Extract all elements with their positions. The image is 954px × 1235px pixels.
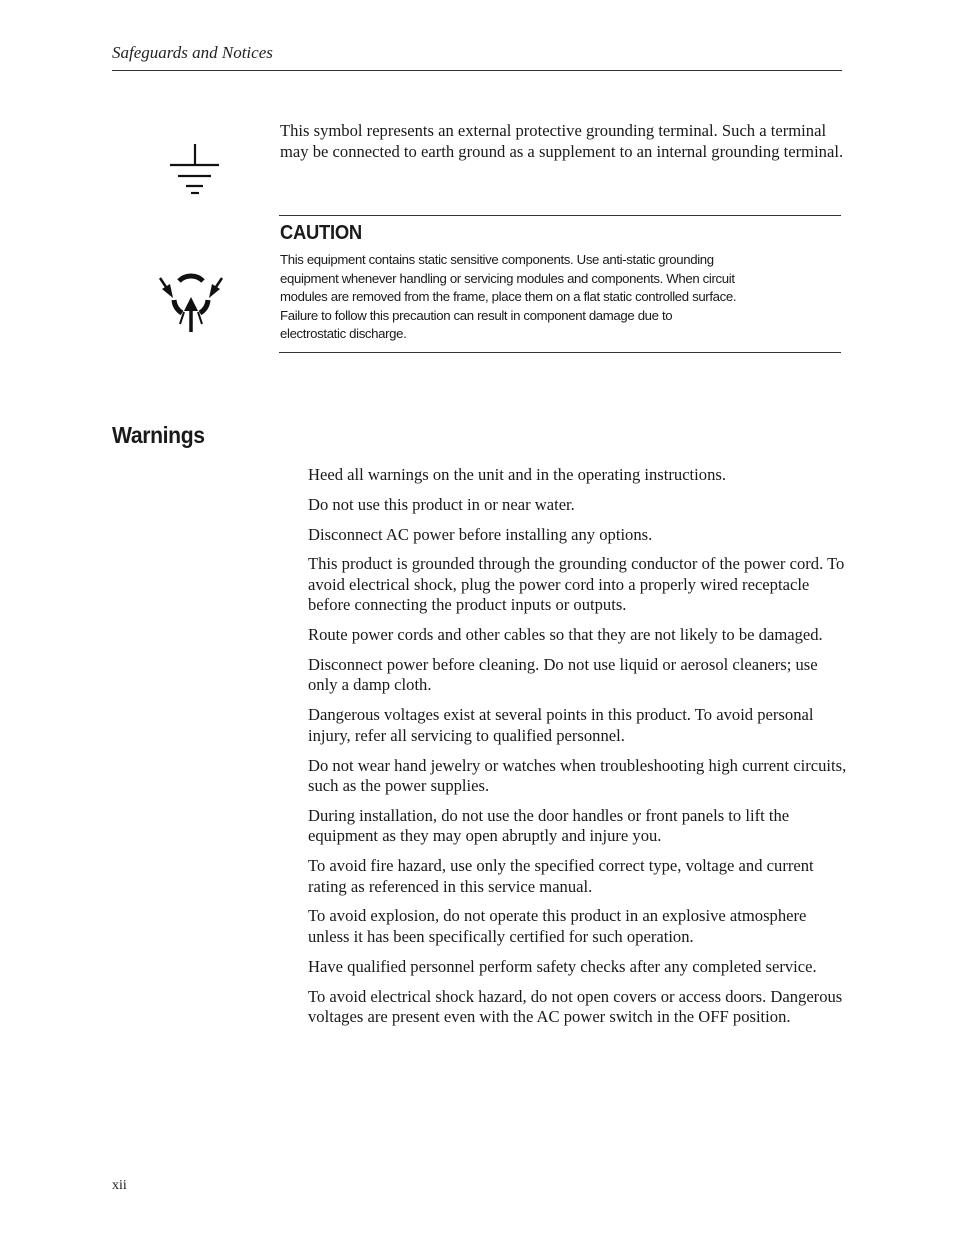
esd-warning-icon [156, 264, 226, 334]
warnings-list [308, 465, 848, 1037]
warning-item: Heed all warnings on the unit and in the operating instructions. [308, 465, 726, 484]
warnings-heading: Warnings [112, 422, 205, 448]
warning-item: Disconnect power before cleaning. Do not use liquid or aerosol cleaners; use only a damp cloth. [308, 654, 818, 695]
caution-text [280, 251, 800, 344]
warning-item: To avoid fire hazard, use only the specified correct type, voltage and current rating as referenced in this service manual. [308, 856, 814, 896]
warning-item: Have qualified personnel perform safety checks after any completed service. [308, 956, 817, 976]
caution-line: This equipment contains static sensitive components. Use anti-static grounding [280, 252, 714, 267]
caution-box [279, 215, 841, 353]
caution-line: equipment whenever handling or servicing modules and components. When circuit [280, 270, 735, 286]
warning-item: To avoid electrical shock hazard, do not open covers or access doors. Dangerous voltages are present even with the AC power switch in the OFF position. [308, 986, 843, 1027]
warning-item: This product is grounded through the grounding conductor of the power cord. To avoid electrical shock, plug the power cord into a properly wired receptacle before connecting the product inputs or outputs. [308, 554, 845, 615]
caution-line: Failure to follow this precaution can result in component damage due to [280, 307, 673, 323]
warning-item: During installation, do not use the door handles or front panels to lift the equipment as they may open abruptly and injure you. [308, 805, 790, 846]
warning-item: Dangerous voltages exist at several points in this product. To avoid personal injury, refer all servicing to qualified personnel. [308, 705, 814, 745]
warning-item: To avoid explosion, do not operate this product in an explosive atmosphere unless it has been specifically certified for such operation. [308, 906, 807, 946]
warning-item: Do not wear hand jewelry or watches when troubleshooting high current circuits, such as the power supplies. [308, 755, 847, 796]
warning-item: Do not use this product in or near water. [308, 494, 575, 514]
ground-symbol-description: This symbol represents an external protective grounding terminal. Such a terminal may be connected to earth ground as a supplement to an internal grounding terminal. [280, 121, 844, 161]
running-header: Safeguards and Notices [112, 43, 273, 62]
header-rule [112, 70, 842, 71]
caution-line: electrostatic discharge. [280, 326, 407, 341]
warning-item: Disconnect AC power before installing any options. [308, 524, 653, 544]
warning-item: Route power cords and other cables so that they are not likely to be damaged. [308, 625, 823, 645]
caution-line: modules are removed from the frame, place them on a flat static controlled surface. [280, 289, 737, 304]
protective-ground-icon [168, 143, 220, 195]
page-number: xii [112, 1178, 127, 1193]
caution-title: CAUTION [280, 222, 362, 244]
